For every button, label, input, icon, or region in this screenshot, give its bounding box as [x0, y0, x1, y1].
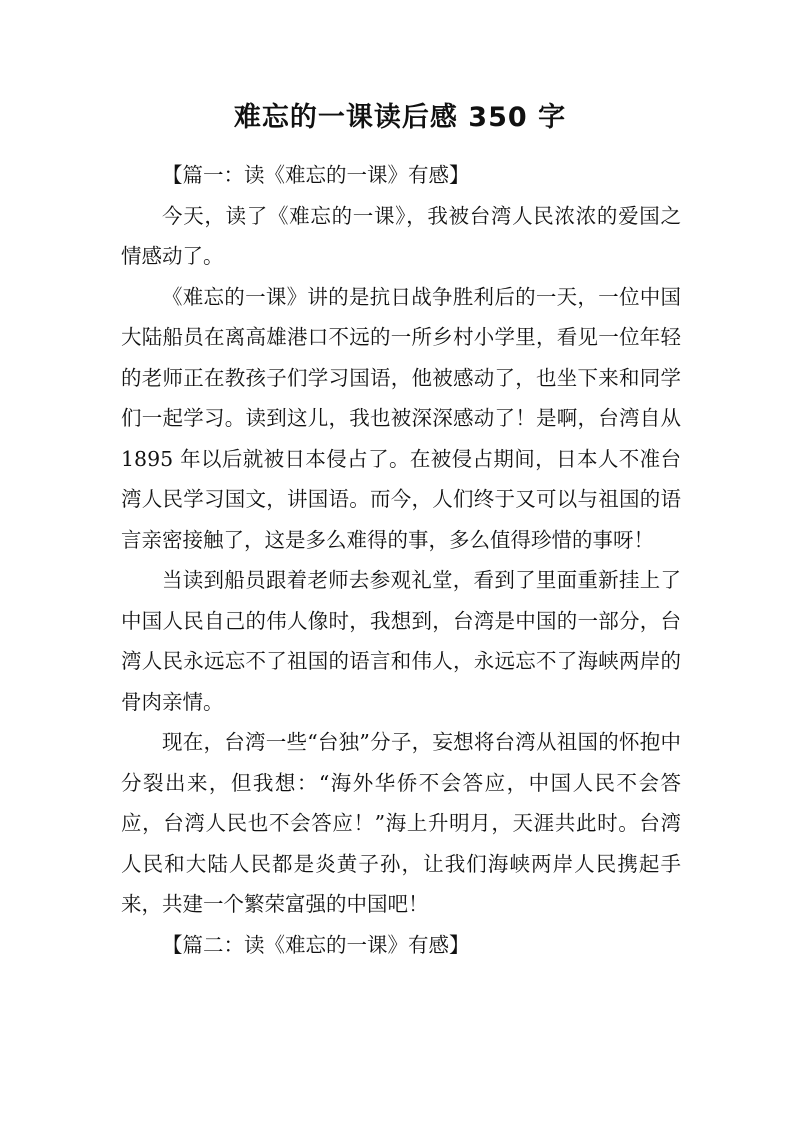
section-heading: 【篇一：读《难忘的一课》有感】 [162, 163, 470, 187]
section-heading: 【篇二：读《难忘的一课》有感】 [162, 932, 470, 957]
body-paragraph: 现在，台湾一些“台独”分子，妄想将台湾从祖国的怀抱中分裂出来，但我想：“海外华侨不会答应，中国人民不会答应，台湾人民也不会答应！”海上升明月，天涯共此时。台湾人民和大陆人民都是炎黄子孙，让我们海峡两岸人民携起手来，共建一个繁荣富强的中国吧！ [121, 730, 681, 916]
body-paragraph: 《难忘的一课》讲的是抗日战争胜利后的一天，一位中国大陆船员在离高雄港口不远的一所乡村小学里，看见一位年轻的老师正在教孩子们学习国语，他被感动了，也坐下来和同学们一起学习。读到这儿，我也被深深感动了！是啊，台湾自从 1895 年以后就被日本侵占了。在被侵占期间，日本人不准台湾人民学习国文，讲国语。而今，人们终于又可以与祖国的语言亲密接触了，这是多么难得的事，多么值得珍惜的事呀！ [121, 284, 681, 552]
document-title: 难忘的一课读后感 350 字 [233, 102, 567, 133]
body-paragraph: 今天，读了《难忘的一课》，我被台湾人民浓浓的爱国之情感动了。 [121, 203, 681, 268]
body-paragraph: 当读到船员跟着老师去参观礼堂，看到了里面重新挂上了中国人民自己的伟人像时，我想到，台湾是中国的一部分，台湾人民永远忘不了祖国的语言和伟人，永远忘不了海峡两岸的骨肉亲情。 [121, 568, 681, 714]
document-body [121, 155, 681, 965]
